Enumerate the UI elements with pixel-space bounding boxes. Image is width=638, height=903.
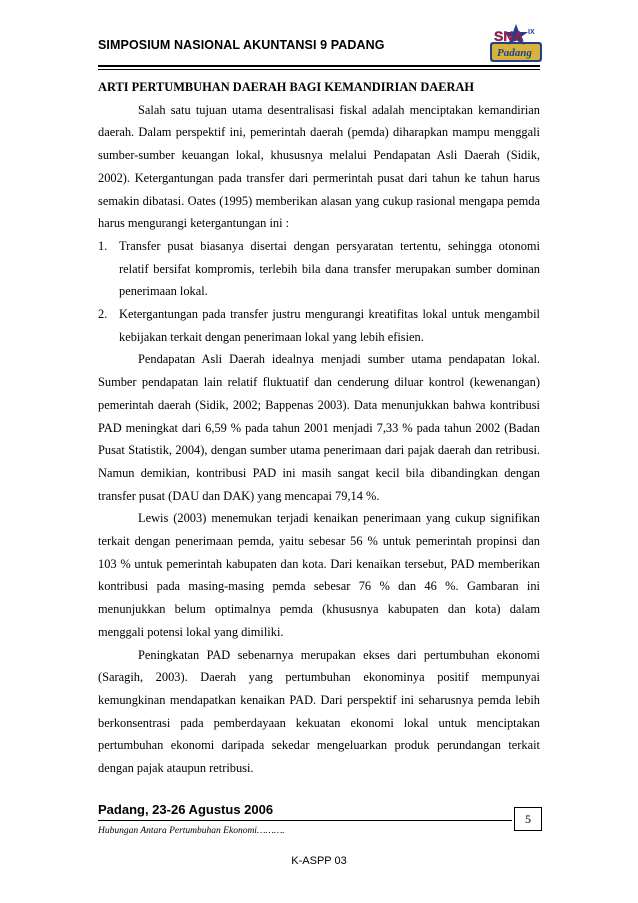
list-item-number: 1. xyxy=(98,238,108,253)
paper-code: K-ASPP 03 xyxy=(291,855,347,867)
svg-text:Padang: Padang xyxy=(497,47,532,59)
section-heading: ARTI PERTUMBUHAN DAERAH BAGI KEMANDIRIAN DAERAH xyxy=(98,80,475,94)
sna-logo xyxy=(486,22,546,64)
footer-rule xyxy=(98,820,512,821)
list-item-text: Ketergantungan pada transfer justru mengurangi kreatifitas lokal untuk mengambil kebijakan terkait dengan penerimaan lokal yang lebih efisien. xyxy=(119,307,540,344)
footer-date: Padang, 23-26 Agustus 2006 xyxy=(98,802,274,817)
svg-text:SNA: SNA xyxy=(494,28,524,44)
list-item xyxy=(98,235,540,303)
header-rule-thin xyxy=(98,69,540,70)
paragraph-4: Peningkatan PAD sebenarnya merupakan ekses dari pertumbuhan ekonomi (Saragih, 2003). Daerah yang pertumbuhan ekonominya positif mempunyai kemungkinan mendapatkan kenaikan PAD. Dari perspektif ini seharusnya pemda lebih berkonsentrasi pada pemberdayaan kekuatan ekonomi lokal untuk menciptakan pertumbuhan ekonomi daripada sekedar mengeluarkan produk perundangan terkait dengan pajak ataupun retribusi. xyxy=(98,647,540,776)
header-rule-thick xyxy=(98,65,540,67)
sna-logo-graphic xyxy=(486,22,546,64)
paragraph-2: Pendapatan Asli Daerah idealnya menjadi sumber utama pendapatan lokal. Sumber pendapatan lain relatif fluktuatif dan cenderung diluar kontrol (kewenangan) pemerintah daerah (Sidik, 2002; Bappenas 2003). Data menunjukkan bahwa kontribusi PAD meningkat dari 6,59 % pada tahun 2001 menjadi 7,33 % pada tahun 2002 (Badan Pusat Statistik, 2004), dengan sumber utama penerimaan dari pajak daerah dan retribusi. Namun demikian, kontribusi PAD ini masih sangat kecil bila dibandingkan dengan transfer pusat (DAU dan DAK) yang mencapai 79,14 %. xyxy=(98,352,540,503)
running-title: Hubungan Antara Pertumbuhan Ekonomi………. xyxy=(98,826,285,836)
document-body xyxy=(98,76,540,780)
paragraph-3: Lewis (2003) menemukan terjadi kenaikan penerimaan yang cukup signifikan terkait dengan penerimaan pemda, yaitu sebesar 56 % untuk pemerintah propinsi dan 103 % untuk pemerintah kabupaten dan kota. Dari kenaikan tersebut, PAD memberikan kontribusi pada masing-masing pemda sebesar 76 % dan 46 %. Gambaran ini menunjukkan belum optimalnya pemda (khususnya kabupaten dan kota) dalam menggali potensi lokal yang dimiliki. xyxy=(98,511,540,639)
page-number: 5 xyxy=(514,807,542,831)
reason-list xyxy=(98,235,540,349)
list-item-text: Transfer pusat biasanya disertai dengan persyaratan tertentu, sehingga otonomi relatif bersifat kompromis, terlebih bila dana transfer merupakan sumber dominan penerimaan lokal. xyxy=(119,238,540,299)
conference-header-title: SIMPOSIUM NASIONAL AKUNTANSI 9 PADANG xyxy=(98,38,385,52)
list-item-number: 2. xyxy=(98,307,108,322)
paragraph-1: Salah satu tujuan utama desentralisasi fiskal adalah menciptakan kemandirian daerah. Dalam perspektif ini, pemerintah daerah (pemda) diharapkan mampu menggali sumber-sumber keuangan lokal, khususnya melalui Pendapatan Asli Daerah (Sidik, 2002). Ketergantungan pada transfer dari permerintah pusat dari tahun ke tahun harus semakin dibatasi. Oates (1995) memberikan alasan yang cukup rasional mengapa pemda harus mengurangi ketergantungan ini : xyxy=(98,102,540,231)
svg-text:IX: IX xyxy=(528,29,535,36)
list-item xyxy=(98,303,540,348)
